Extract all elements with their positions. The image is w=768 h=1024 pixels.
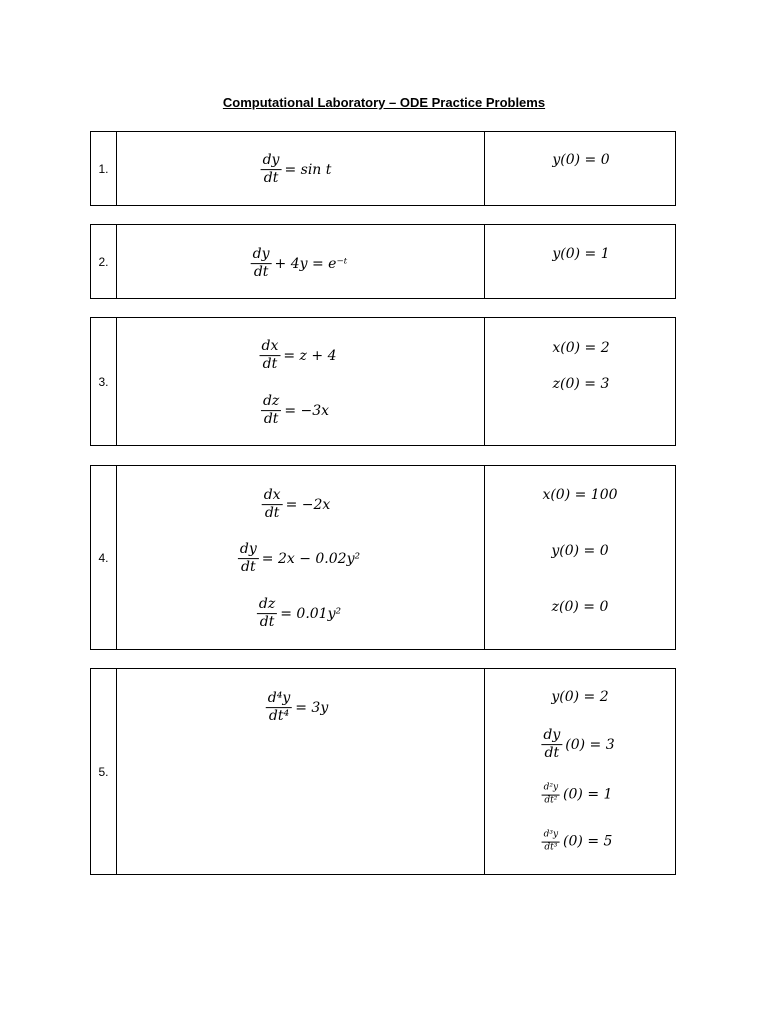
condition	[542, 831, 613, 854]
equation-rhs: = 2x − 0.02y²	[261, 551, 361, 567]
equation-rhs: = −2x	[285, 497, 331, 513]
problem-number: 4.	[91, 466, 117, 649]
initial-conditions	[484, 225, 678, 298]
fraction-denominator: dt	[253, 264, 269, 281]
condition-text: y(0) = 0	[551, 543, 609, 559]
equation-rhs: = 0.01y²	[280, 606, 342, 622]
equation	[238, 542, 360, 576]
condition-text: z(0) = 0	[551, 599, 609, 615]
fraction-numerator: dy	[261, 153, 282, 170]
problem-number: 2.	[91, 225, 117, 298]
fraction-denominator: dt	[544, 745, 560, 762]
fraction-numerator: dx	[260, 339, 281, 356]
condition	[552, 341, 609, 355]
fraction-numerator: dx	[262, 488, 283, 505]
problem-5-row	[90, 668, 676, 875]
problem-1-row	[90, 131, 676, 206]
condition	[552, 600, 609, 614]
condition	[542, 488, 617, 502]
fraction-numerator: dy	[238, 542, 259, 559]
condition-text: y(0) = 1	[552, 246, 610, 262]
fraction-numerator: d³y	[542, 831, 560, 843]
equation	[257, 597, 341, 631]
equation	[266, 691, 328, 725]
condition-text: x(0) = 2	[552, 340, 610, 356]
fraction-numerator: d²y	[542, 784, 560, 796]
condition	[552, 247, 609, 261]
fraction-numerator: dz	[261, 394, 281, 411]
condition-text: (0) = 3	[565, 737, 615, 753]
problem-3-row	[90, 317, 676, 446]
equation-rhs: + 4y = e⁻ᵗ	[274, 256, 348, 272]
fraction-numerator: dy	[541, 728, 562, 745]
page-title: Computational Laboratory – ODE Practice Problems	[222, 95, 546, 110]
initial-conditions	[484, 132, 678, 205]
equation-rhs: = −3x	[284, 403, 330, 419]
fraction-numerator: dy	[251, 247, 272, 264]
equation	[262, 488, 331, 522]
fraction-numerator: dz	[257, 597, 277, 614]
fraction-denominator: dt	[263, 411, 279, 428]
condition-text: x(0) = 100	[542, 487, 618, 503]
condition	[552, 153, 609, 167]
equation-rhs: = 3y	[295, 700, 329, 716]
condition	[541, 728, 614, 762]
condition	[551, 690, 608, 704]
condition-text: (0) = 5	[563, 834, 613, 850]
equation	[260, 339, 337, 373]
fraction-numerator: d⁴y	[266, 691, 292, 708]
problem-number: 3.	[91, 318, 117, 445]
fraction-denominator: dt	[241, 559, 256, 576]
problem-4-row	[90, 465, 676, 650]
condition-text: y(0) = 2	[551, 689, 609, 705]
initial-conditions	[484, 669, 678, 874]
fraction-denominator: dt⁴	[268, 708, 290, 725]
condition	[551, 544, 608, 558]
fraction-denominator: dt	[264, 505, 280, 522]
condition	[542, 784, 613, 807]
condition-text: (0) = 1	[563, 787, 613, 803]
equation	[251, 247, 348, 281]
fraction-denominator: dt	[262, 356, 278, 373]
fraction-denominator: dt	[263, 170, 279, 187]
initial-conditions	[484, 466, 678, 649]
initial-conditions	[484, 318, 678, 445]
condition-text: y(0) = 0	[552, 152, 610, 168]
equation	[261, 153, 332, 187]
equation	[261, 394, 329, 428]
problem-2-row	[90, 224, 676, 299]
fraction-denominator: dt	[259, 614, 275, 631]
condition-text: z(0) = 3	[552, 376, 610, 392]
problem-number: 1.	[91, 132, 117, 205]
equation-rhs: = sin t	[284, 162, 332, 178]
equation-rhs: = z + 4	[283, 348, 337, 364]
problem-number: 5.	[91, 669, 117, 874]
condition	[553, 377, 610, 391]
fraction-denominator: dt³	[544, 842, 558, 853]
fraction-denominator: dt²	[544, 795, 558, 806]
